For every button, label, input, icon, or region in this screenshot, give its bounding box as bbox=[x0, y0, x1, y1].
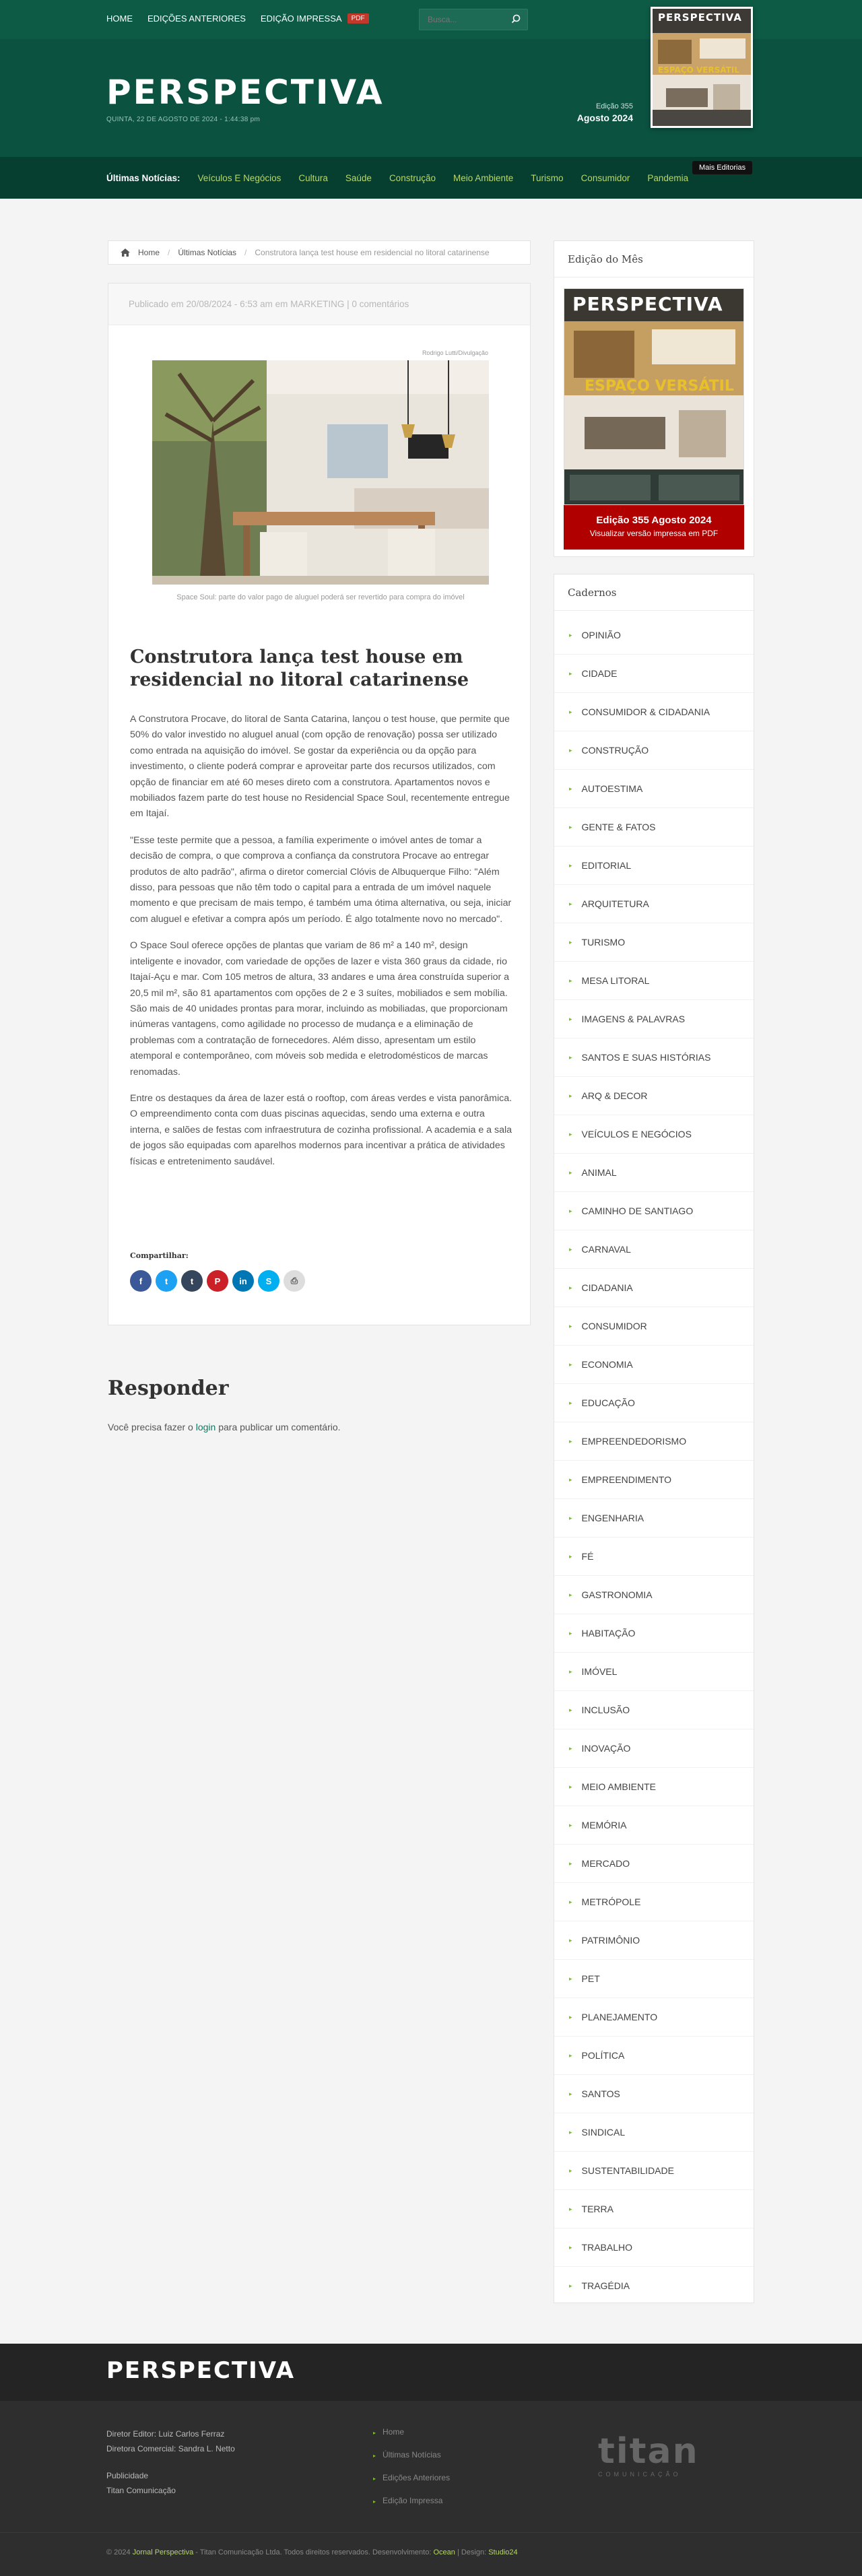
view-pdf-title: Edição 355 Agosto 2024 bbox=[596, 515, 712, 526]
nav-home-link[interactable]: HOME bbox=[106, 13, 133, 24]
skype-icon: S bbox=[265, 1276, 272, 1286]
footer-link-label[interactable]: Edições Anteriores bbox=[383, 2473, 451, 2482]
search-box bbox=[419, 9, 528, 30]
header-cover-headline: ESPAÇO VERSÁTIL bbox=[658, 65, 740, 75]
section-link[interactable] bbox=[554, 1806, 754, 1845]
main-nav-item[interactable]: Construção bbox=[389, 172, 436, 183]
section-label: IMÓVEL bbox=[581, 1666, 618, 1677]
bullet-icon: ▸ bbox=[569, 1284, 572, 1291]
share-buttons bbox=[130, 1270, 305, 1292]
bullet-icon: ▸ bbox=[569, 1552, 572, 1560]
bullet-icon: ▸ bbox=[569, 1437, 572, 1445]
sections-list bbox=[554, 611, 754, 2305]
section-label: TURISMO bbox=[581, 937, 626, 948]
section-label: EDUCAÇÃO bbox=[581, 1397, 635, 1408]
bullet-icon: ▸ bbox=[569, 1207, 572, 1214]
edition-of-month-title: Edição do Mês bbox=[554, 241, 754, 277]
section-link[interactable] bbox=[554, 1576, 754, 1614]
article-paragraph: "Esse teste permite que a pessoa, a família experimente o imóvel antes de tomar a decisão de compra, o que comprova a confiança da construtora Procave ao entregar produtos de alto padrão", afirma o diretor comercial Clóvis de Albuquerque Filho: "Além disso, para pessoas que não têm todo o capital para a entrada de um imóvel naquele momento e que precisam de mais tempo, é também uma ótima alternativa, ou seja, iniciar com aluguel e efetivar a compra após um período. É algo totalmente novo no mercado". bbox=[130, 834, 512, 925]
footer-link[interactable] bbox=[373, 2490, 450, 2513]
article-photo-image bbox=[152, 360, 489, 585]
section-link[interactable] bbox=[554, 1883, 754, 1921]
section-link[interactable] bbox=[554, 962, 754, 1000]
section-label: SINDICAL bbox=[581, 2127, 626, 2138]
footer-bottom bbox=[0, 2532, 862, 2576]
developer-link[interactable]: Ocean bbox=[433, 2548, 455, 2556]
section-label: GASTRONOMIA bbox=[581, 1589, 653, 1600]
article-paragraph: O Space Soul oferece opções de plantas que variam de 86 m² a 140 m², design inteligente e inovador, com variedade de opções de lazer e vista 360 graus da cidade, rio Itajaí-Açu e mar. Com 105 metros de altura, 33 andares e uma área construída superior a 20,5 mil m², são 81 apartamentos com opções de 2 e 3 suítes, mobiliados e sem mobília. São mais de 40 unidades prontas para morar, incluindo as mobiliadas, que proporcionam inúmeras vantagens, como agilidade no processo de mudança e a eliminação de problemas com a contratação de fornecedores. Além disso, apresentam um estilo atemporal e contemporâneo, com móveis sob medida e eletrodomésticos de marcas renomadas. bbox=[130, 940, 510, 1078]
bullet-icon: ▸ bbox=[569, 1975, 572, 1982]
section-label: FÉ bbox=[581, 1551, 594, 1562]
copyright-prefix: © 2024 bbox=[106, 2548, 133, 2556]
footer-credits bbox=[106, 2426, 235, 2498]
article-title: Construtora lança test house em residencial no litoral catarinense bbox=[130, 647, 469, 690]
copyright-separator: | Design: bbox=[455, 2548, 489, 2556]
bullet-icon: ▸ bbox=[569, 669, 572, 677]
bullet-icon: ▸ bbox=[569, 1514, 572, 1521]
sections-widget bbox=[554, 574, 754, 2303]
reply-text-before: Você precisa fazer o bbox=[108, 1422, 196, 1432]
titan-logo-name: titan bbox=[598, 2431, 699, 2472]
search-input[interactable] bbox=[420, 9, 504, 30]
search-icon[interactable] bbox=[511, 14, 521, 24]
photo-caption: Space Soul: parte do valor pago de aluguel poderá ser revertido para compra do imóvel bbox=[176, 593, 465, 601]
bullet-icon: ▸ bbox=[569, 1629, 572, 1637]
section-label: CAMINHO DE SANTIAGO bbox=[581, 1206, 694, 1216]
main-nav-item[interactable]: Turismo bbox=[531, 172, 564, 183]
edition-month: Agosto 2024 bbox=[576, 112, 633, 123]
section-label: EDITORIAL bbox=[581, 860, 632, 871]
twitter-icon: t bbox=[164, 1276, 168, 1286]
footer-logo[interactable]: PERSPECTIVA bbox=[106, 2357, 296, 2384]
breadcrumb-section[interactable]: Últimas Notícias bbox=[178, 248, 237, 257]
section-link[interactable] bbox=[554, 923, 754, 962]
titan-logo[interactable] bbox=[598, 2433, 712, 2480]
footer-company: Titan Comunicação bbox=[106, 2486, 176, 2495]
section-link[interactable] bbox=[554, 1192, 754, 1230]
section-label: CIDADE bbox=[581, 668, 618, 679]
bullet-icon: ▸ bbox=[569, 1936, 572, 1944]
section-label: ARQ & DECOR bbox=[581, 1090, 648, 1101]
main-nav-item[interactable]: Consumidor bbox=[581, 172, 630, 183]
breadcrumb-separator: / bbox=[244, 248, 247, 257]
bullet-icon: ▸ bbox=[569, 631, 572, 638]
section-link[interactable] bbox=[554, 1000, 754, 1038]
section-label: ENGENHARIA bbox=[581, 1513, 644, 1523]
section-link[interactable] bbox=[554, 2037, 754, 2075]
bullet-icon: ▸ bbox=[569, 1245, 572, 1253]
bullet-icon: ▸ bbox=[569, 1322, 572, 1329]
section-label: CONSUMIDOR bbox=[581, 1321, 647, 1331]
bullet-icon: ▸ bbox=[569, 900, 572, 907]
bullet-icon: ▸ bbox=[569, 708, 572, 715]
bullet-icon: ▸ bbox=[373, 2453, 376, 2459]
section-label: ANIMAL bbox=[581, 1167, 617, 1178]
bullet-icon: ▸ bbox=[569, 823, 572, 830]
top-nav bbox=[106, 13, 369, 24]
section-label: MERCADO bbox=[581, 1858, 630, 1869]
section-label: PET bbox=[581, 1973, 600, 1984]
main-nav-item[interactable]: Cultura bbox=[298, 172, 328, 183]
section-label: SANTOS bbox=[581, 2088, 620, 2099]
edition-of-month-widget bbox=[554, 240, 754, 557]
article-paragraph: A Construtora Procave, do litoral de Santa Catarina, lançou o test house, que permite que 50% do valor investido no aluguel anual (com opção de renovação) possa ser utilizado como entrada na aquisição do imóvel. Se gostar da experiência ou da opção para investimento, o cliente poderá comprar e aproveitar parte dos recursos utilizados, com opção de financiar em até 60 meses direto com a construtora. Apartamentos novos e mobiliados fazem parte do test house no Residencial Space Soul, recentemente entregue em Itajaí. bbox=[130, 714, 510, 820]
section-link[interactable] bbox=[554, 1115, 754, 1154]
section-link[interactable] bbox=[554, 2267, 754, 2305]
reply-text-after: para publicar um comentário. bbox=[216, 1422, 341, 1432]
section-label: PLANEJAMENTO bbox=[581, 2012, 658, 2022]
footer-link-label[interactable]: Últimas Notícias bbox=[383, 2450, 441, 2459]
section-link[interactable] bbox=[554, 1998, 754, 2037]
bullet-icon: ▸ bbox=[569, 2167, 572, 2174]
main-nav-item[interactable]: Saúde bbox=[345, 172, 372, 183]
section-label: POLÍTICA bbox=[581, 2050, 625, 2061]
bullet-icon: ▸ bbox=[569, 938, 572, 946]
article bbox=[108, 283, 531, 1325]
footer-link[interactable] bbox=[373, 2444, 450, 2467]
section-label: TRABALHO bbox=[581, 2242, 632, 2253]
login-link[interactable]: login bbox=[195, 1422, 216, 1432]
section-label: METRÓPOLE bbox=[581, 1896, 641, 1907]
bullet-icon: ▸ bbox=[569, 1092, 572, 1099]
copyright-brand-link[interactable]: Jornal Perspectiva bbox=[132, 2548, 194, 2556]
nav-previous-editions-link[interactable]: EDIÇÕES ANTERIORES bbox=[147, 13, 246, 24]
section-label: MESA LITORAL bbox=[581, 975, 650, 986]
bullet-icon: ▸ bbox=[569, 1859, 572, 1867]
section-link[interactable] bbox=[554, 1691, 754, 1729]
bullet-icon: ▸ bbox=[569, 861, 572, 869]
home-icon[interactable] bbox=[121, 249, 130, 257]
section-link[interactable] bbox=[554, 1038, 754, 1077]
section-link[interactable] bbox=[554, 655, 754, 693]
section-link[interactable] bbox=[554, 2152, 754, 2190]
pdf-badge: PDF bbox=[347, 13, 369, 24]
bullet-icon: ▸ bbox=[569, 2205, 572, 2212]
section-link[interactable] bbox=[554, 1845, 754, 1883]
bullet-icon: ▸ bbox=[569, 1591, 572, 1598]
print-icon: ⎙ bbox=[290, 1276, 298, 1286]
bullet-icon: ▸ bbox=[569, 2128, 572, 2136]
footer-link-label[interactable]: Home bbox=[383, 2427, 405, 2437]
section-link[interactable] bbox=[554, 2190, 754, 2228]
view-pdf-subtitle: Visualizar versão impressa em PDF bbox=[589, 529, 719, 538]
section-link[interactable] bbox=[554, 1921, 754, 1960]
share-skype-button[interactable] bbox=[258, 1270, 279, 1292]
breadcrumb bbox=[108, 240, 531, 265]
section-link[interactable] bbox=[554, 770, 754, 808]
section-link[interactable] bbox=[554, 1729, 754, 1768]
footer-commercial: Diretora Comercial: Sandra L. Netto bbox=[106, 2444, 235, 2453]
section-link[interactable] bbox=[554, 808, 754, 847]
section-label: INCLUSÃO bbox=[581, 1705, 630, 1715]
titan-logo-sub: COMUNICAÇÃO bbox=[598, 2471, 682, 2478]
section-link[interactable] bbox=[554, 1653, 754, 1691]
section-link[interactable] bbox=[554, 731, 754, 770]
section-link[interactable] bbox=[554, 1499, 754, 1538]
breadcrumb-separator: / bbox=[168, 248, 170, 257]
bullet-icon: ▸ bbox=[569, 1706, 572, 1713]
bullet-icon: ▸ bbox=[569, 2282, 572, 2289]
bullet-icon: ▸ bbox=[569, 746, 572, 754]
footer-links bbox=[373, 2421, 450, 2513]
copyright bbox=[106, 2548, 518, 2556]
section-link[interactable] bbox=[554, 1422, 754, 1461]
latest-news-label: Últimas Notícias: bbox=[106, 172, 180, 183]
section-link[interactable] bbox=[554, 1269, 754, 1307]
share-print-button[interactable] bbox=[284, 1270, 305, 1292]
article-meta: Publicado em 20/08/2024 - 6:53 am em MARKETING | 0 comentários bbox=[108, 284, 530, 325]
section-label: MEMÓRIA bbox=[581, 1820, 627, 1830]
edition-number: Edição 355 bbox=[595, 102, 633, 110]
main-nav-item[interactable]: Meio Ambiente bbox=[453, 172, 514, 183]
main-nav-item[interactable]: Veículos E Negócios bbox=[197, 172, 281, 183]
section-label: TRAGÉDIA bbox=[581, 2280, 630, 2291]
section-label: CONSUMIDOR & CIDADANIA bbox=[581, 706, 710, 717]
bullet-icon: ▸ bbox=[373, 2430, 376, 2436]
share-label: Compartilhar: bbox=[130, 1251, 189, 1260]
copyright-text: - Titan Comunicação Ltda. Todos direitos reservados. Desenvolvimento: bbox=[193, 2548, 434, 2556]
section-label: HABITAÇÃO bbox=[581, 1628, 636, 1639]
facebook-icon: f bbox=[139, 1276, 143, 1286]
bullet-icon: ▸ bbox=[569, 2013, 572, 2020]
section-label: VEÍCULOS E NEGÓCIOS bbox=[581, 1129, 692, 1140]
section-link[interactable] bbox=[554, 1538, 754, 1576]
footer-main bbox=[0, 2401, 862, 2532]
bullet-icon: ▸ bbox=[569, 1821, 572, 1828]
section-label: CARNAVAL bbox=[581, 1244, 631, 1255]
section-label: CIDADANIA bbox=[581, 1282, 633, 1293]
bullet-icon: ▸ bbox=[569, 977, 572, 984]
bullet-icon: ▸ bbox=[373, 2499, 376, 2505]
breadcrumb-home[interactable]: Home bbox=[138, 248, 160, 257]
share-facebook-button[interactable] bbox=[130, 1270, 152, 1292]
bullet-icon: ▸ bbox=[569, 2051, 572, 2059]
more-sections-button[interactable]: Mais Editorias bbox=[692, 161, 752, 174]
bullet-icon: ▸ bbox=[569, 1476, 572, 1483]
photo-credit: Rodrigo Lutti/Divulgação bbox=[422, 350, 488, 356]
section-label: GENTE & FATOS bbox=[581, 822, 656, 832]
footer-editor: Diretor Editor: Luiz Carlos Ferraz bbox=[106, 2429, 225, 2439]
share-twitter-button[interactable] bbox=[156, 1270, 177, 1292]
section-link[interactable] bbox=[554, 885, 754, 923]
bullet-icon: ▸ bbox=[569, 1744, 572, 1752]
share-pinterest-button[interactable] bbox=[207, 1270, 228, 1292]
header-edition-cover[interactable] bbox=[651, 7, 753, 128]
edition-cover-headline: ESPAÇO VERSÁTIL bbox=[585, 378, 734, 395]
main-nav-items bbox=[106, 157, 688, 199]
bullet-icon: ▸ bbox=[569, 1898, 572, 1905]
reply-title: Responder bbox=[108, 1377, 229, 1400]
section-label: INOVAÇÃO bbox=[581, 1743, 631, 1754]
edition-cover[interactable] bbox=[564, 288, 744, 505]
article-body bbox=[130, 712, 512, 1181]
section-link[interactable] bbox=[554, 1384, 754, 1422]
share-linkedin-button[interactable] bbox=[232, 1270, 254, 1292]
bullet-icon: ▸ bbox=[569, 1053, 572, 1061]
nav-print-edition[interactable] bbox=[261, 13, 369, 24]
section-link[interactable] bbox=[554, 1230, 754, 1269]
section-label: MEIO AMBIENTE bbox=[581, 1781, 656, 1792]
section-label: SANTOS E SUAS HISTÓRIAS bbox=[581, 1052, 711, 1063]
section-label: IMAGENS & PALAVRAS bbox=[581, 1014, 686, 1024]
section-label: ECONOMIA bbox=[581, 1359, 633, 1370]
bullet-icon: ▸ bbox=[569, 1168, 572, 1176]
section-link[interactable] bbox=[554, 1614, 754, 1653]
reply-notice bbox=[108, 1422, 341, 1432]
bullet-icon: ▸ bbox=[569, 1360, 572, 1368]
header-cover-brand: PERSPECTIVA bbox=[658, 11, 742, 24]
bullet-icon: ▸ bbox=[569, 1783, 572, 1790]
content-area bbox=[0, 199, 862, 2344]
section-label: OPINIÃO bbox=[581, 630, 621, 640]
current-date: QUINTA, 22 DE AGOSTO DE 2024 - 1:44:38 pm bbox=[106, 116, 261, 123]
footer-link-label[interactable]: Edição Impressa bbox=[383, 2496, 443, 2505]
main-nav-item[interactable]: Pandemia bbox=[647, 172, 689, 183]
section-link[interactable] bbox=[554, 693, 754, 731]
section-link[interactable] bbox=[554, 1077, 754, 1115]
article-paragraph: Entre os destaques da área de lazer está o rooftop, com áreas verdes e vista panorâmica. O empreendimento conta com duas piscinas aquecidas, sendo uma externa e outra interna, e salões de festas com infraestrutura de cozinha profissional. A academia e a sala de jogos são equipadas com aparelhos modernos para incentivar a prática de atividades físicas e entretenimento saudável. bbox=[130, 1092, 512, 1167]
bullet-icon: ▸ bbox=[569, 1667, 572, 1675]
section-link[interactable] bbox=[554, 1307, 754, 1346]
footer-link[interactable] bbox=[373, 2421, 450, 2444]
section-label: EMPREENDEDORISMO bbox=[581, 1436, 687, 1447]
section-link[interactable] bbox=[554, 1346, 754, 1384]
section-link[interactable] bbox=[554, 2113, 754, 2152]
section-link[interactable] bbox=[554, 1461, 754, 1499]
article-photo[interactable] bbox=[152, 360, 489, 585]
linkedin-icon: in bbox=[239, 1276, 247, 1286]
designer-link[interactable]: Studio24 bbox=[488, 2548, 518, 2556]
main-nav bbox=[0, 157, 862, 199]
bullet-icon: ▸ bbox=[569, 1130, 572, 1137]
section-label: EMPREENDIMENTO bbox=[581, 1474, 672, 1485]
section-label: AUTOESTIMA bbox=[581, 783, 643, 794]
section-link[interactable] bbox=[554, 2075, 754, 2113]
section-label: PATRIMÔNIO bbox=[581, 1935, 640, 1946]
bullet-icon: ▸ bbox=[569, 1015, 572, 1022]
sections-title: Cadernos bbox=[554, 574, 754, 611]
footer-link[interactable] bbox=[373, 2467, 450, 2490]
view-pdf-button[interactable] bbox=[564, 505, 744, 550]
edition-cover-image bbox=[564, 289, 744, 505]
section-link[interactable] bbox=[554, 847, 754, 885]
footer-advertising: Publicidade bbox=[106, 2471, 149, 2480]
section-link[interactable] bbox=[554, 1960, 754, 1998]
site-logo[interactable]: PERSPECTIVA bbox=[106, 73, 385, 112]
edition-info bbox=[577, 102, 633, 123]
bullet-icon: ▸ bbox=[569, 2243, 572, 2251]
bullet-icon: ▸ bbox=[569, 1399, 572, 1406]
section-label: ARQUITETURA bbox=[581, 898, 649, 909]
pinterest-icon: P bbox=[214, 1276, 221, 1286]
share-tumblr-button[interactable] bbox=[181, 1270, 203, 1292]
section-link[interactable] bbox=[554, 2228, 754, 2267]
section-label: TERRA bbox=[581, 2204, 614, 2214]
breadcrumb-current: Construtora lança test house em residencial no litoral catarinense bbox=[255, 248, 490, 257]
tumblr-icon: t bbox=[190, 1276, 194, 1286]
section-label: SUSTENTABILIDADE bbox=[581, 2165, 674, 2176]
nav-print-edition-link[interactable]: EDIÇÃO IMPRESSA bbox=[260, 13, 342, 24]
bullet-icon: ▸ bbox=[569, 2090, 572, 2097]
section-link[interactable] bbox=[554, 1154, 754, 1192]
section-link[interactable] bbox=[554, 1768, 754, 1806]
section-label: CONSTRUÇÃO bbox=[581, 745, 649, 756]
footer-top bbox=[0, 2344, 862, 2401]
bullet-icon: ▸ bbox=[569, 785, 572, 792]
bullet-icon: ▸ bbox=[373, 2476, 376, 2482]
edition-cover-brand: PERSPECTIVA bbox=[572, 293, 723, 315]
section-link[interactable] bbox=[554, 616, 754, 655]
